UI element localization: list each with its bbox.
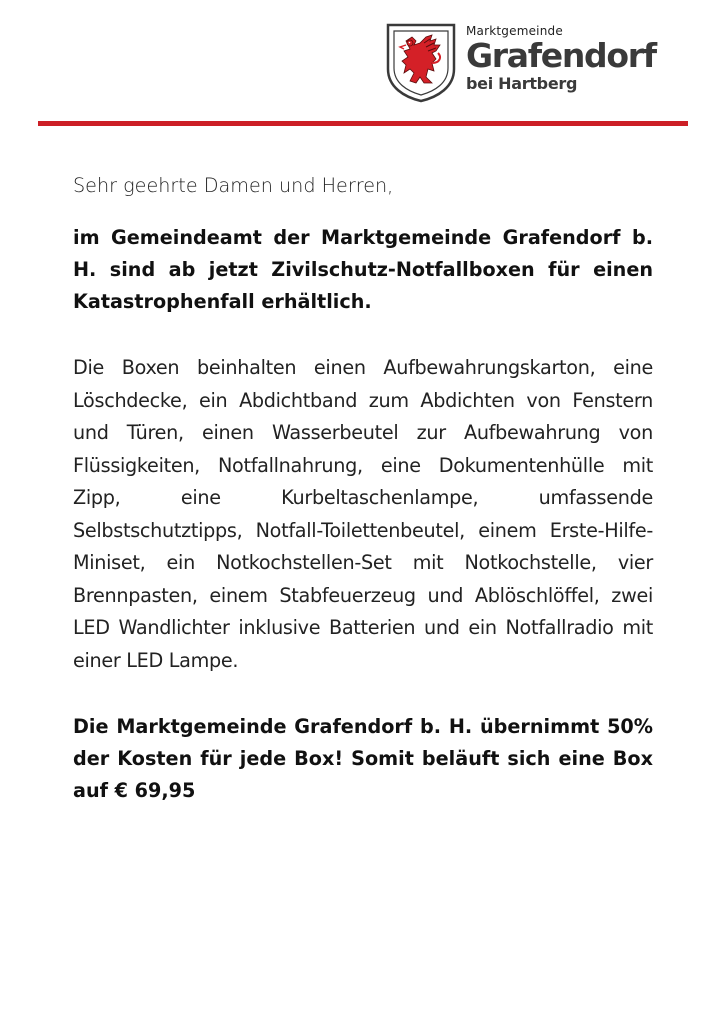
lead-paragraph: im Gemeindeamt der Marktgemeinde Grafendorf b. H. sind ab jetzt Zivilschutz-Notfallboxen für einen Katastrophenfall erhältlich. [73, 226, 653, 313]
municipality-wordmark [466, 24, 696, 94]
letterhead [0, 0, 726, 126]
header-divider [38, 121, 688, 126]
brand-prefix: Marktgemeinde [466, 24, 563, 38]
letter-body [73, 170, 653, 807]
brand-subtitle: bei Hartberg [466, 74, 578, 93]
brand-name: Grafendorf [466, 36, 656, 75]
coat-of-arms-griffin-icon [386, 23, 456, 103]
price-paragraph: Die Marktgemeinde Grafendorf b. H. übernimmt 50% der Kosten für jede Box! Somit beläuft sich eine Box auf € 69,95 [73, 715, 653, 802]
box-contents-paragraph: Die Boxen beinhalten einen Aufbewahrungskarton, eine Löschdecke, ein Abdichtband zum Abdichten von Fenstern und Türen, einen Wasserbeutel zur Aufbewahrung von Flüssigkeiten, Notfallnahrung, eine Dokumentenhülle mit Zipp, eine Kurbeltaschenlampe, umfassende Selbstschutztipps, Notfall-Toilettenbeutel, einem Erste-Hilfe-Miniset, ein Notkochstellen-Set mit Notkochstelle, vier Brennpasten, einem Stabfeuerzeug und Ablöschlöffel, zwei LED Wandlichter inklusive Batterien und ein Notfallradio mit einer LED Lampe. [73, 356, 653, 672]
salutation: Sehr geehrte Damen und Herren, [73, 174, 394, 197]
